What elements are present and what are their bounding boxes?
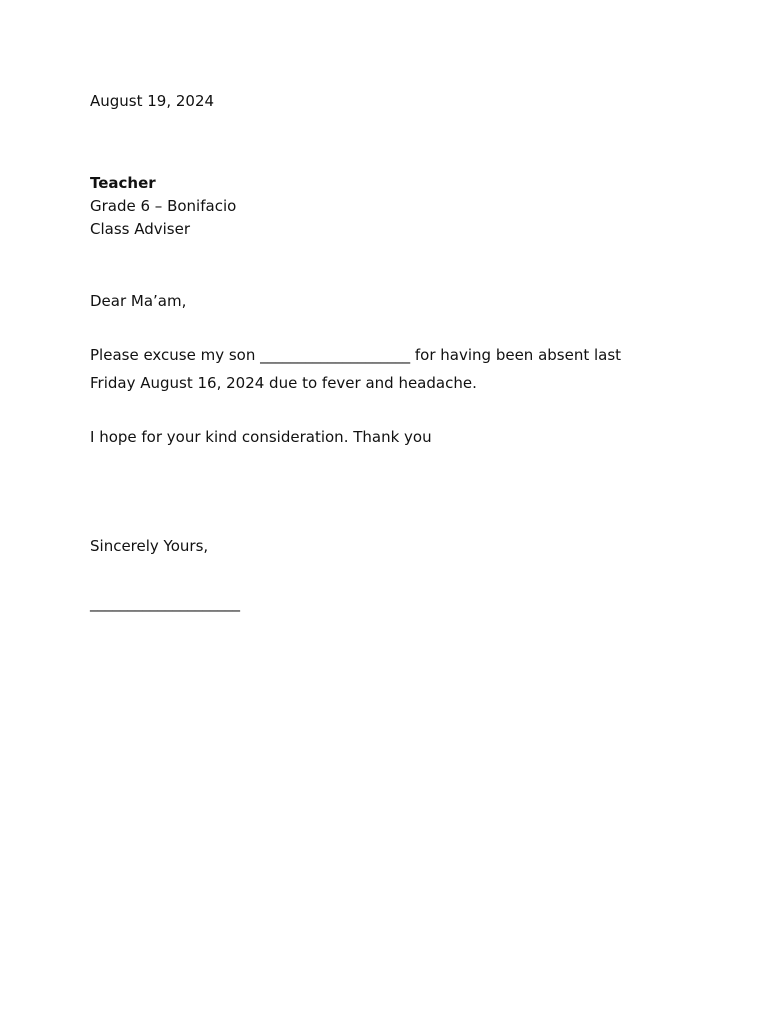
recipient-grade: Grade 6 – Bonifacio (90, 197, 237, 215)
recipient-role: Class Adviser (90, 220, 191, 238)
valediction: Sincerely Yours, (90, 537, 209, 555)
body-line-1: Please excuse my son ____________________ for having been absent last (90, 346, 622, 364)
closing-paragraph: I hope for your kind consideration. Thank you (90, 428, 432, 446)
signature-line: ____________________ (90, 594, 240, 612)
letter-date: August 19, 2024 (90, 92, 215, 110)
body-line-2: Friday August 16, 2024 due to fever and headache. (90, 374, 477, 392)
recipient-name: Teacher (90, 174, 156, 192)
salutation: Dear Ma’am, (90, 292, 187, 310)
